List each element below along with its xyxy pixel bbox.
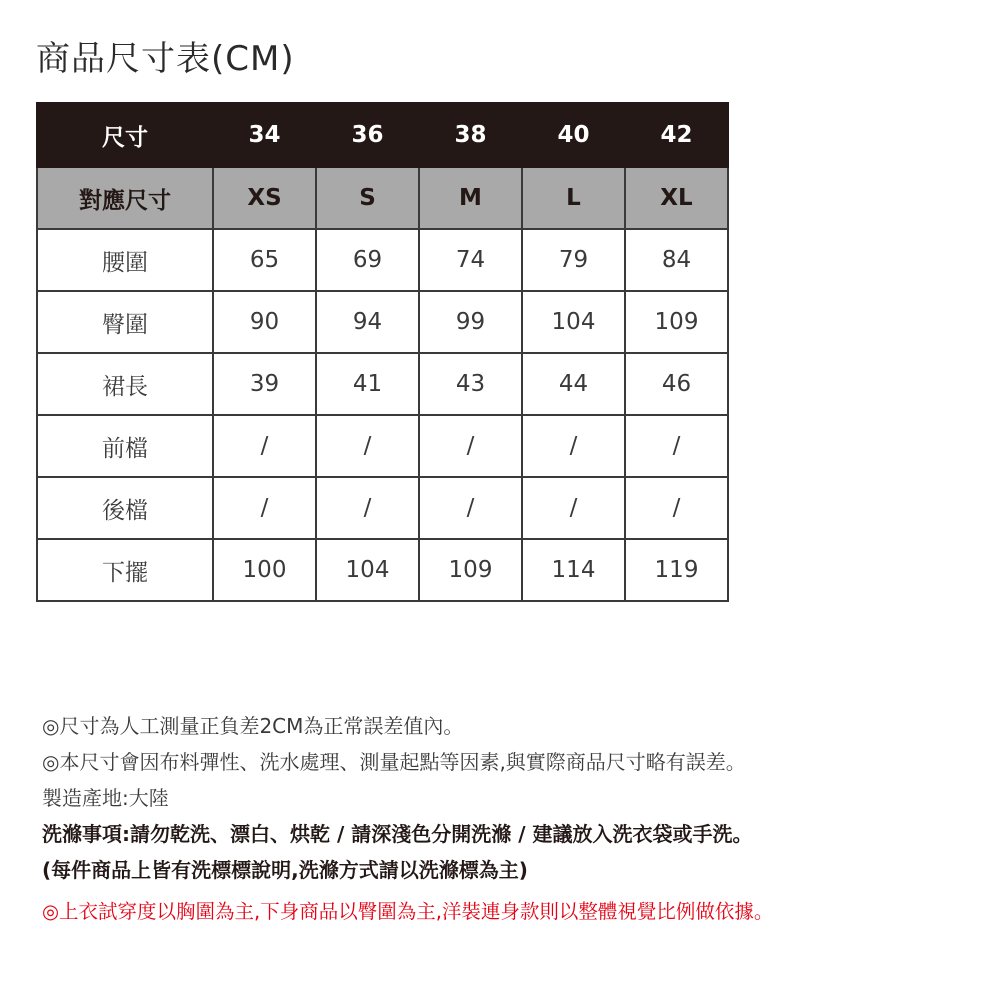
table-row (37, 477, 728, 539)
table-cell: 114 (522, 539, 625, 601)
table-cell: 109 (419, 539, 522, 601)
table-cell: 41 (316, 353, 419, 415)
table-cell: 104 (316, 539, 419, 601)
table-cell: / (213, 477, 316, 539)
table-row (37, 229, 728, 291)
page-title: 商品尺寸表(CM) (36, 39, 295, 79)
table-cell: 43 (419, 353, 522, 415)
table-cell: 65 (213, 229, 316, 291)
table-cell: / (316, 415, 419, 477)
subheader-cell: XS (213, 167, 316, 229)
header-cell: 40 (522, 103, 625, 167)
row-label: 臀圍 (37, 291, 213, 353)
subheader-cell: S (316, 167, 419, 229)
table-cell: 74 (419, 229, 522, 291)
table-cell: / (625, 415, 728, 477)
subheader-cell: 對應尺寸 (37, 167, 213, 229)
table-cell: / (625, 477, 728, 539)
table-cell: 84 (625, 229, 728, 291)
wash-instructions: 洗滌事項:請勿乾洗、漂白、烘乾 / 請深淺色分開洗滌 / 建議放入洗衣袋或手洗。 (42, 822, 753, 846)
table-cell: 109 (625, 291, 728, 353)
table-cell: / (213, 415, 316, 477)
measurement-tolerance-note: ◎尺寸為人工測量正負差2CM為正常誤差值內。 (42, 714, 464, 738)
header-cell: 38 (419, 103, 522, 167)
row-label: 腰圍 (37, 229, 213, 291)
table-cell: / (419, 477, 522, 539)
table-cell: 46 (625, 353, 728, 415)
row-label: 後檔 (37, 477, 213, 539)
table-cell: / (419, 415, 522, 477)
table-cell: 99 (419, 291, 522, 353)
table-cell: 104 (522, 291, 625, 353)
header-cell: 42 (625, 103, 728, 167)
header-cell: 34 (213, 103, 316, 167)
table-cell: 44 (522, 353, 625, 415)
notes-section (42, 708, 992, 930)
table-subheader-row (37, 167, 728, 229)
table-cell: 90 (213, 291, 316, 353)
fit-note: ◎上衣試穿度以胸圍為主,下身商品以臀圍為主,洋裝連身款則以整體視覺比例做依據。 (42, 900, 774, 923)
table-cell: / (522, 415, 625, 477)
table-row (37, 291, 728, 353)
table-row (37, 415, 728, 477)
table-cell: 100 (213, 539, 316, 601)
size-table (36, 102, 729, 602)
table-cell: 79 (522, 229, 625, 291)
row-label: 裙長 (37, 353, 213, 415)
table-cell: 39 (213, 353, 316, 415)
origin-note: 製造產地:大陸 (42, 786, 169, 810)
row-label: 前檔 (37, 415, 213, 477)
subheader-cell: L (522, 167, 625, 229)
table-cell: / (522, 477, 625, 539)
row-label: 下擺 (37, 539, 213, 601)
size-variance-note: ◎本尺寸會因布料彈性、洗水處理、測量起點等因素,與實際商品尺寸略有誤差。 (42, 750, 746, 774)
table-cell: 69 (316, 229, 419, 291)
table-header-row (37, 103, 728, 167)
header-cell: 尺寸 (37, 103, 213, 167)
subheader-cell: M (419, 167, 522, 229)
subheader-cell: XL (625, 167, 728, 229)
header-cell: 36 (316, 103, 419, 167)
table-row (37, 539, 728, 601)
table-cell: 119 (625, 539, 728, 601)
table-row (37, 353, 728, 415)
table-cell: 94 (316, 291, 419, 353)
wash-label-note: (每件商品上皆有洗標標說明,洗滌方式請以洗滌標為主) (42, 858, 528, 882)
table-cell: / (316, 477, 419, 539)
